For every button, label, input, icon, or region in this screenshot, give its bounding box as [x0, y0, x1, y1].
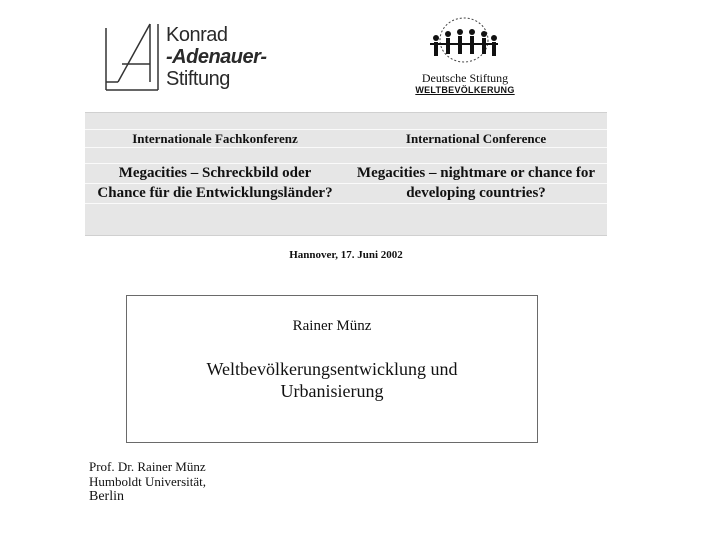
- talk-author: Rainer Münz: [292, 318, 372, 334]
- table-row-divider: [85, 129, 607, 130]
- dsw-wordmark-line2: WELTBEVÖLKERUNG: [415, 85, 515, 95]
- kas-emblem-icon: [104, 22, 160, 92]
- kas-wordmark-line2: -Adenauer-: [166, 46, 267, 68]
- affiliation-institution: Humboldt Universität,: [89, 474, 206, 489]
- author-affiliation: [89, 459, 206, 504]
- event-date: Hannover, 17. Juni 2002: [289, 249, 403, 261]
- affiliation-city: Berlin: [89, 489, 124, 504]
- dsw-logo: [410, 16, 520, 95]
- konrad-adenauer-stiftung-logo: [104, 22, 284, 94]
- kas-wordmark: [166, 24, 267, 90]
- globe-people-icon: [426, 16, 502, 68]
- talk-box: [126, 295, 538, 443]
- kas-wordmark-line3: Stiftung: [166, 68, 230, 90]
- table-row-divider: [85, 147, 607, 148]
- conference-title-english: Megacities – nightmare or chance for developing countries?: [356, 165, 596, 201]
- conference-title-german: Megacities – Schreckbild oder Chance für die Entwicklungsländer?: [97, 165, 333, 201]
- conference-header: [85, 112, 607, 236]
- conference-label-english: International Conference: [405, 131, 547, 146]
- talk-title: Weltbevölkerungsentwicklung und Urbanisierung: [206, 359, 458, 401]
- table-row-divider: [85, 203, 607, 204]
- kas-wordmark-line1: Konrad: [166, 24, 228, 46]
- dsw-wordmark-line1: Deutsche Stiftung: [421, 71, 509, 85]
- affiliation-name: Prof. Dr. Rainer Münz: [89, 459, 206, 474]
- conference-label-german: Internationale Fachkonferenz: [132, 131, 298, 146]
